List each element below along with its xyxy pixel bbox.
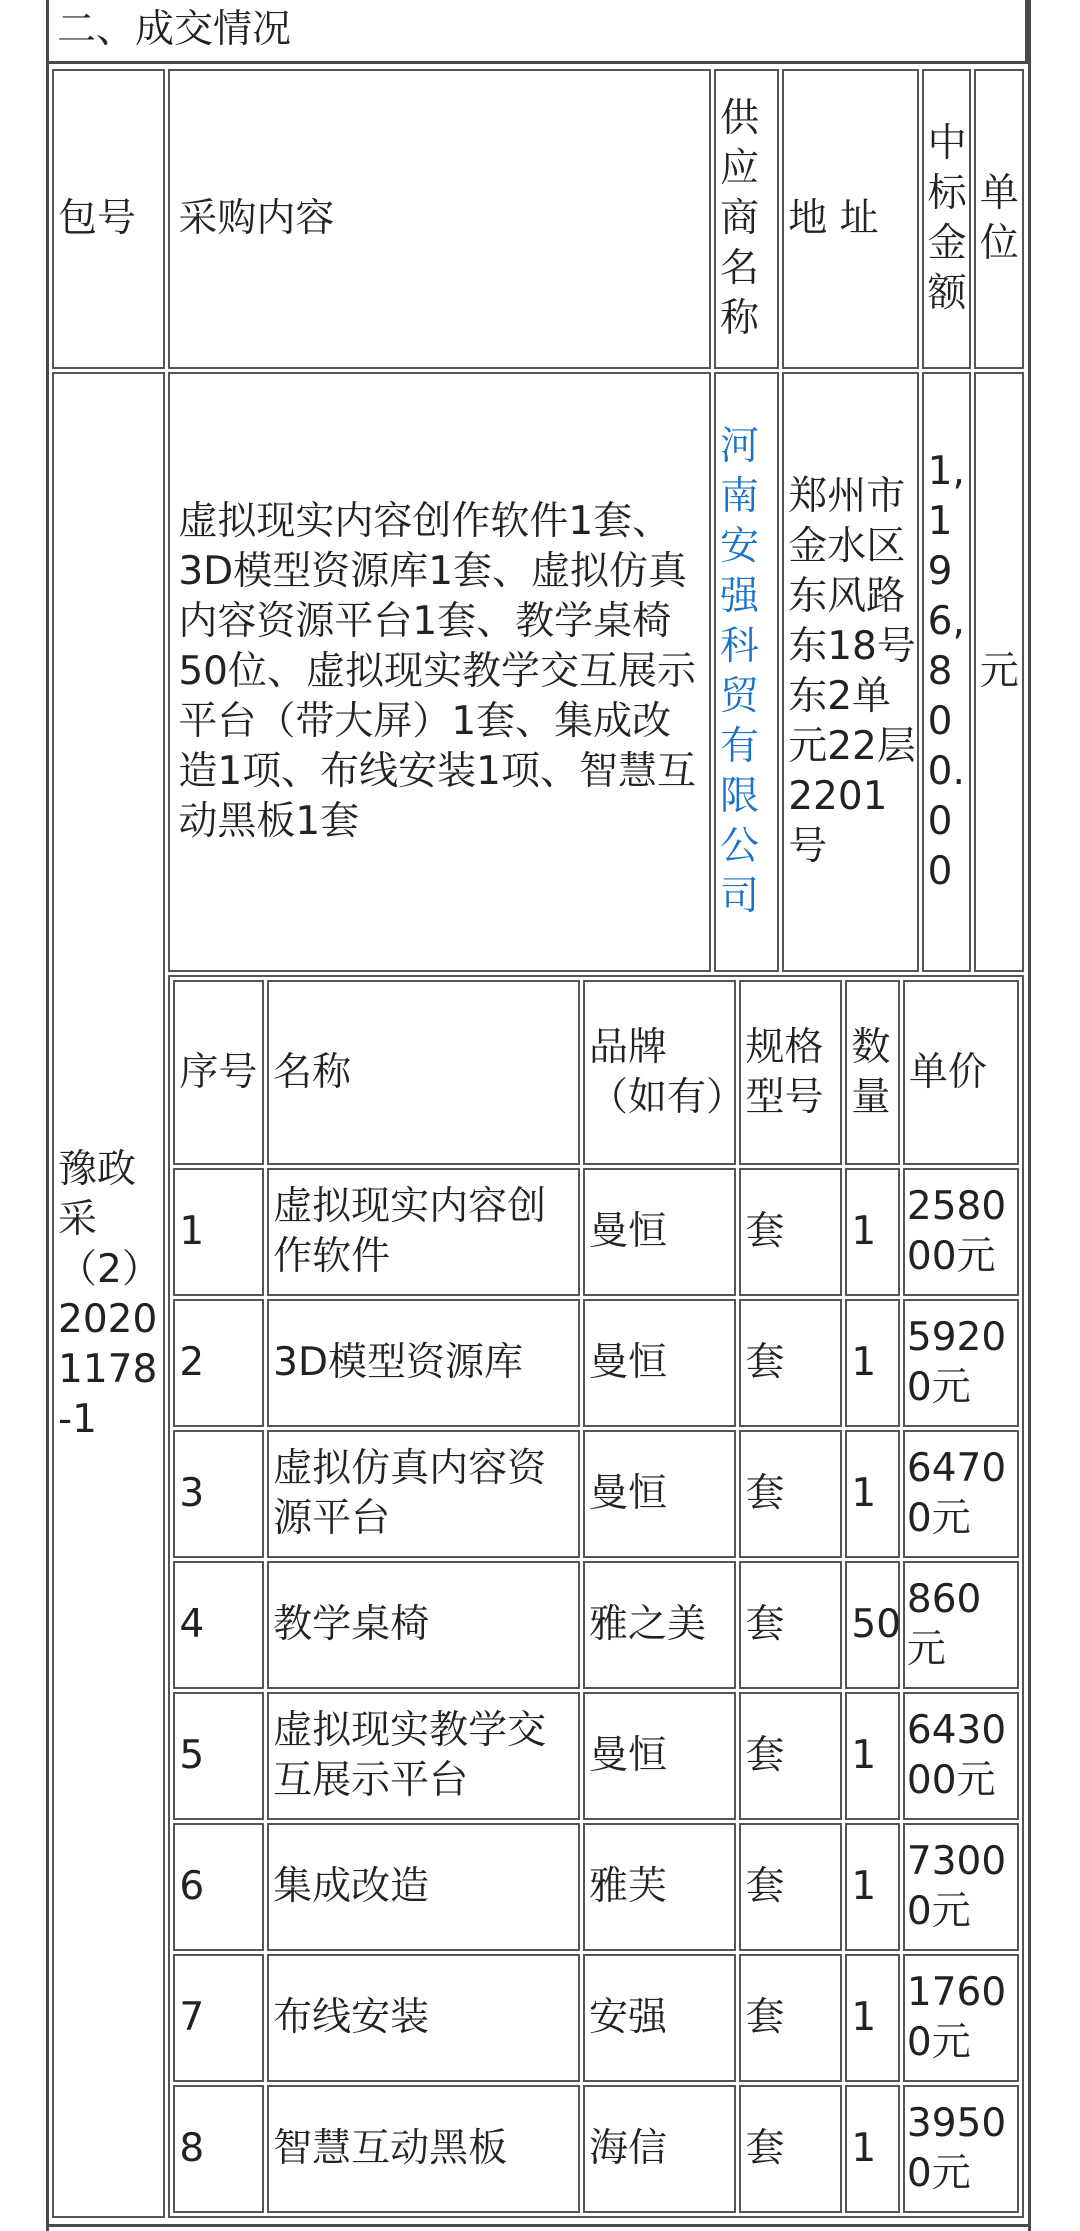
page-border-right — [1028, 0, 1031, 2231]
row-name: 虚拟现实教学交互展示平台 — [267, 1692, 580, 1820]
detail-cell — [168, 975, 1024, 2218]
detail-row-8 — [173, 2085, 1019, 2213]
header-package: 包号 — [52, 69, 165, 369]
row-index: 6 — [173, 1823, 264, 1951]
detail-row-3 — [173, 1430, 1019, 1558]
row-name: 智慧互动黑板 — [267, 2085, 580, 2213]
row-qty: 1 — [845, 1823, 900, 1951]
row-brand: 曼恒 — [583, 1299, 736, 1427]
row-qty: 1 — [845, 1954, 900, 2082]
section-title: 二、成交情况 — [57, 7, 292, 52]
row-spec: 套 — [739, 1954, 842, 2082]
row-brand: 曼恒 — [583, 1430, 736, 1558]
row-brand: 安强 — [583, 1954, 736, 2082]
row-spec: 套 — [739, 1823, 842, 1951]
row-spec: 套 — [739, 2085, 842, 2213]
detail-header-name: 名称 — [267, 980, 580, 1165]
row-qty: 1 — [845, 1168, 900, 1296]
row-spec: 套 — [739, 1692, 842, 1820]
package-number: 豫政采（2）20201178-1 — [52, 372, 165, 2218]
award-table-data-row — [52, 372, 1024, 972]
row-name: 集成改造 — [267, 1823, 580, 1951]
row-price: 258000元 — [903, 1168, 1019, 1296]
row-name: 虚拟现实内容创作软件 — [267, 1168, 580, 1296]
detail-row-1 — [173, 1168, 1019, 1296]
row-brand: 雅芙 — [583, 1823, 736, 1951]
row-index: 8 — [173, 2085, 264, 2213]
row-qty: 1 — [845, 2085, 900, 2213]
row-index: 3 — [173, 1430, 264, 1558]
header-supplier: 供应商名称 — [714, 69, 779, 369]
row-brand: 曼恒 — [583, 1168, 736, 1296]
row-qty: 50 — [845, 1561, 900, 1689]
detail-header-index: 序号 — [173, 980, 264, 1165]
detail-row-6 — [173, 1823, 1019, 1951]
header-content: 采购内容 — [168, 69, 711, 369]
row-index: 1 — [173, 1168, 264, 1296]
row-spec: 套 — [739, 1168, 842, 1296]
row-price: 59200元 — [903, 1299, 1019, 1427]
award-table — [49, 66, 1027, 2221]
detail-row-2 — [173, 1299, 1019, 1427]
row-index: 5 — [173, 1692, 264, 1820]
award-table-header-row — [52, 69, 1024, 369]
row-index: 4 — [173, 1561, 264, 1689]
row-qty: 1 — [845, 1299, 900, 1427]
row-spec: 套 — [739, 1561, 842, 1689]
procurement-content: 虚拟现实内容创作软件1套、3D模型资源库1套、虚拟仿真内容资源平台1套、教学桌椅50位、虚拟现实教学交互展示平台（带大屏）1套、集成改造1项、布线安装1项、智慧互动黑板1套 — [168, 372, 711, 972]
row-spec: 套 — [739, 1299, 842, 1427]
detail-row-4 — [173, 1561, 1019, 1689]
detail-header-spec: 规格型号 — [739, 980, 842, 1165]
detail-row-5 — [173, 1692, 1019, 1820]
detail-row-7 — [173, 1954, 1019, 2082]
row-spec: 套 — [739, 1430, 842, 1558]
row-price: 643000元 — [903, 1692, 1019, 1820]
header-amount: 中标金额 — [922, 69, 971, 369]
row-brand: 曼恒 — [583, 1692, 736, 1820]
row-name: 虚拟仿真内容资源平台 — [267, 1430, 580, 1558]
detail-header-row — [173, 980, 1019, 1165]
row-price: 39500元 — [903, 2085, 1019, 2213]
detail-row — [52, 975, 1024, 2218]
table-bottom-border — [46, 2224, 1031, 2227]
detail-table — [170, 977, 1022, 2216]
row-price: 73000元 — [903, 1823, 1019, 1951]
header-address: 地 址 — [782, 69, 918, 369]
detail-header-price: 单价 — [903, 980, 1019, 1165]
row-brand: 雅之美 — [583, 1561, 736, 1689]
row-name: 3D模型资源库 — [267, 1299, 580, 1427]
award-amount: 1,196,800.00 — [922, 372, 971, 972]
supplier-link[interactable]: 河南安强科贸有限公司 — [714, 372, 779, 972]
row-price: 64700元 — [903, 1430, 1019, 1558]
row-name: 教学桌椅 — [267, 1561, 580, 1689]
header-unit: 单位 — [974, 69, 1024, 369]
row-brand: 海信 — [583, 2085, 736, 2213]
row-price: 860元 — [903, 1561, 1019, 1689]
row-price: 17600元 — [903, 1954, 1019, 2082]
section-heading-box — [46, 0, 1028, 64]
row-name: 布线安装 — [267, 1954, 580, 2082]
row-qty: 1 — [845, 1692, 900, 1820]
award-unit: 元 — [974, 372, 1024, 972]
detail-header-brand: 品牌（如有） — [583, 980, 736, 1165]
detail-header-qty: 数量 — [845, 980, 900, 1165]
row-qty: 1 — [845, 1430, 900, 1558]
supplier-address: 郑州市金水区东风路东18号东2单元22层2201号 — [782, 372, 918, 972]
row-index: 2 — [173, 1299, 264, 1427]
row-index: 7 — [173, 1954, 264, 2082]
